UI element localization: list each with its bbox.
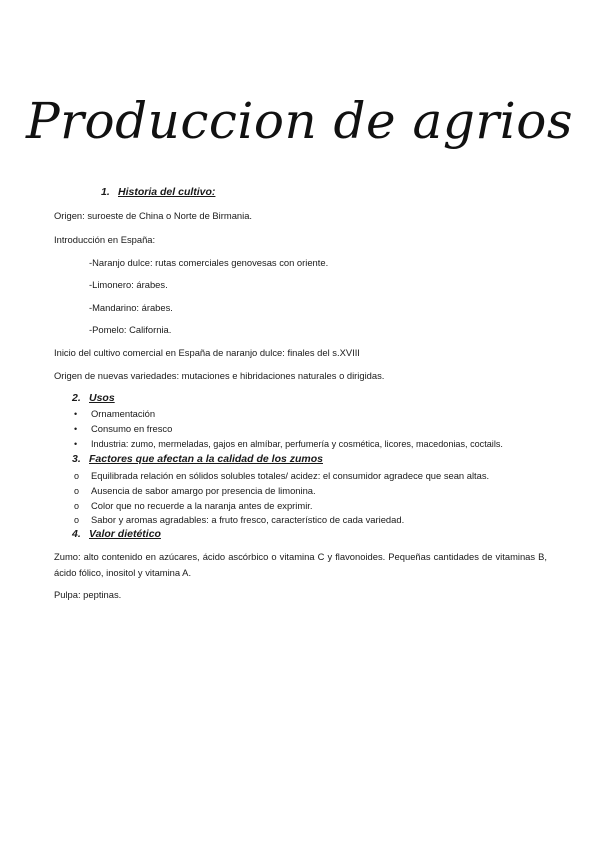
circle-bullet-icon: o: [74, 515, 80, 525]
origen-line: Origen: suroeste de China o Norte de Birmania.: [54, 210, 253, 221]
bullet-icon: •: [74, 424, 78, 434]
list-item: Sabor y aromas agradables: a fruto fresco, característico de cada variedad.: [91, 514, 405, 525]
list-item: -Mandarino: árabes.: [89, 302, 173, 313]
section-number: 4.: [72, 528, 81, 540]
nuevas-variedades-line: Origen de nuevas variedades: mutaciones e hibridaciones naturales o dirigidas.: [54, 370, 385, 381]
section-title: Valor dietético: [89, 528, 161, 540]
section-number: 3.: [72, 453, 81, 465]
section-title: Factores que afectan a la calidad de los zumos: [89, 453, 323, 465]
section-heading-historia: [101, 186, 215, 199]
list-item: Industria: zumo, mermeladas, gajos en almíbar, perfumería y cosmética, licores, macedonias, coctails.: [91, 439, 503, 449]
bullet-icon: •: [74, 439, 78, 449]
list-item: Equilibrada relación en sólidos solubles totales/ acidez: el consumidor agradece que sean altas.: [91, 470, 490, 481]
section-number: 1.: [101, 186, 110, 198]
section-heading-valor: [72, 528, 161, 541]
section-heading-factores: [72, 453, 323, 466]
section-heading-usos: [72, 392, 115, 405]
bullet-icon: •: [74, 409, 78, 419]
section-number: 2.: [72, 392, 81, 404]
circle-bullet-icon: o: [74, 471, 80, 481]
list-item: Ausencia de sabor amargo por presencia de limonina.: [91, 485, 316, 496]
page-title: Produccion de agrios: [25, 92, 573, 150]
section-title: Usos: [89, 392, 115, 404]
circle-bullet-icon: o: [74, 486, 80, 496]
list-item: Color que no recuerde a la naranja antes de exprimir.: [91, 500, 313, 511]
pulpa-line: Pulpa: peptinas.: [54, 589, 122, 600]
introduccion-label: Introducción en España:: [54, 234, 156, 245]
circle-bullet-icon: o: [74, 501, 80, 511]
list-item: -Naranjo dulce: rutas comerciales genovesas con oriente.: [89, 257, 329, 268]
zumo-paragraph: Zumo: alto contenido en azúcares, ácido ascórbico o vitamina C y flavonoides. Pequeñas cantidades de vitaminas B, ácido fólico, inositol y vitamina A.: [54, 551, 547, 578]
list-item: Consumo en fresco: [91, 423, 173, 434]
list-item: -Pomelo: California.: [89, 324, 172, 335]
inicio-cultivo-line: Inicio del cultivo comercial en España de naranjo dulce: finales del s.XVIII: [54, 347, 360, 358]
section-title: Historia del cultivo:: [118, 186, 216, 198]
list-item: -Limonero: árabes.: [89, 279, 168, 290]
list-item: Ornamentación: [91, 408, 156, 419]
